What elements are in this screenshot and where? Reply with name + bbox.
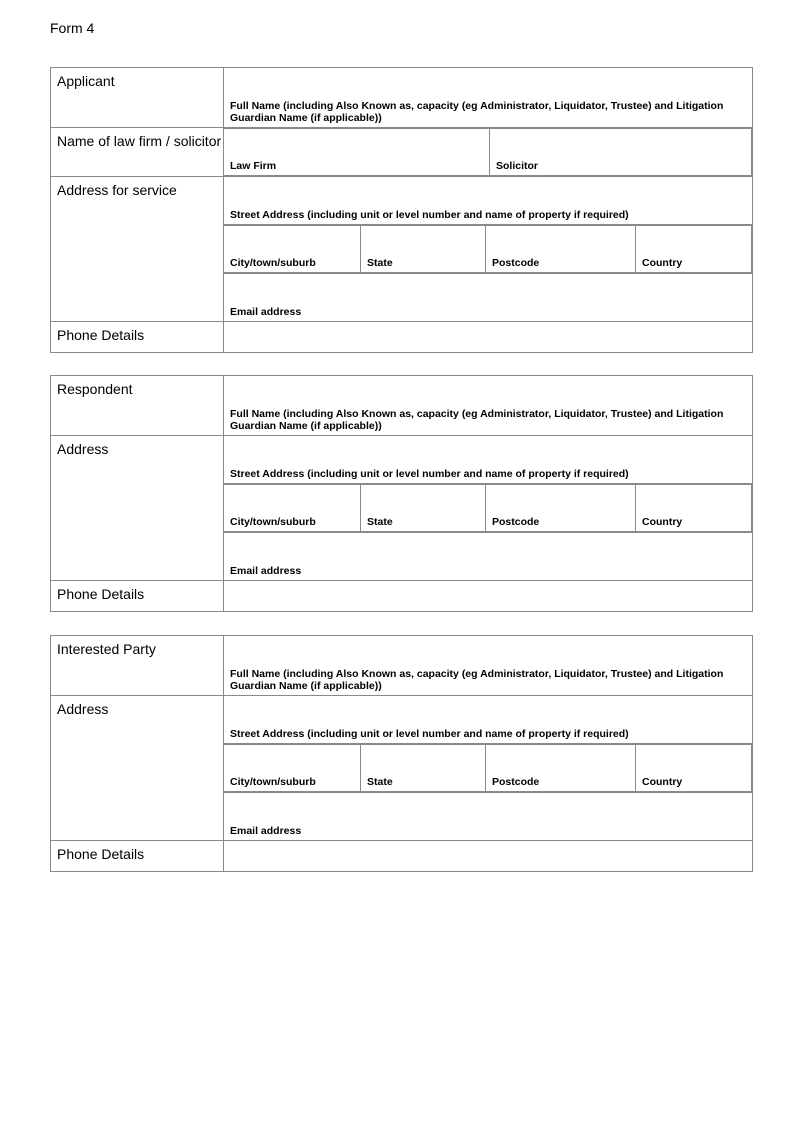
applicant-email-field[interactable] <box>224 274 753 322</box>
street-caption: Street Address (including unit or level number and name of property if required) <box>230 468 629 480</box>
law-firm-solicitor-label: Name of law firm / solicitor <box>51 128 224 177</box>
interested-party-state-field[interactable] <box>361 745 486 792</box>
address-for-service-label: Address for service <box>51 177 224 322</box>
respondent-postcode-field[interactable] <box>486 485 636 532</box>
respondent-country-field[interactable] <box>636 485 752 532</box>
interested-party-phone-field[interactable] <box>224 841 753 872</box>
country-caption: Country <box>642 776 683 788</box>
respondent-section <box>50 375 753 612</box>
applicant-postcode-field[interactable] <box>486 226 636 273</box>
full-name-caption: Full Name (including Also Known as, capacity (eg Administrator, Liquidator, Trustee) and Litigation Guardian Name (if applicable)) <box>230 100 724 124</box>
respondent-heading: Respondent <box>51 376 224 436</box>
applicant-country-field[interactable] <box>636 226 752 273</box>
postcode-caption: Postcode <box>492 257 540 269</box>
interested-party-street-field[interactable] <box>224 696 753 744</box>
full-name-caption: Full Name (including Also Known as, capacity (eg Administrator, Liquidator, Trustee) and Litigation Guardian Name (if applicable)) <box>230 408 724 432</box>
respondent-phone-field[interactable] <box>224 581 753 612</box>
country-caption: Country <box>642 257 683 269</box>
interested-party-country-field[interactable] <box>636 745 752 792</box>
interested-party-full-name-field[interactable] <box>224 636 753 696</box>
applicant-heading: Applicant <box>51 68 224 128</box>
respondent-address-label: Address <box>51 436 224 581</box>
interested-party-phone-label: Phone Details <box>51 841 224 872</box>
email-caption: Email address <box>230 825 302 837</box>
city-caption: City/town/suburb <box>230 516 316 528</box>
applicant-street-field[interactable] <box>224 177 753 225</box>
interested-party-email-field[interactable] <box>224 793 753 841</box>
full-name-caption: Full Name (including Also Known as, capacity (eg Administrator, Liquidator, Trustee) and Litigation Guardian Name (if applicable)) <box>230 668 724 692</box>
respondent-street-field[interactable] <box>224 436 753 484</box>
interested-party-heading: Interested Party <box>51 636 224 696</box>
state-caption: State <box>367 516 393 528</box>
postcode-caption: Postcode <box>492 776 540 788</box>
interested-party-section <box>50 635 753 872</box>
respondent-city-field[interactable] <box>224 485 361 532</box>
applicant-full-name-field[interactable] <box>224 68 753 128</box>
state-caption: State <box>367 776 393 788</box>
respondent-full-name-field[interactable] <box>224 376 753 436</box>
applicant-section <box>50 67 753 353</box>
street-caption: Street Address (including unit or level number and name of property if required) <box>230 209 629 221</box>
state-caption: State <box>367 257 393 269</box>
solicitor-field[interactable] <box>490 129 752 176</box>
interested-party-city-field[interactable] <box>224 745 361 792</box>
respondent-email-field[interactable] <box>224 533 753 581</box>
interested-party-postcode-field[interactable] <box>486 745 636 792</box>
email-caption: Email address <box>230 565 302 577</box>
postcode-caption: Postcode <box>492 516 540 528</box>
applicant-phone-field[interactable] <box>224 322 753 353</box>
applicant-phone-label: Phone Details <box>51 322 224 353</box>
solicitor-caption: Solicitor <box>496 160 539 172</box>
email-caption: Email address <box>230 306 302 318</box>
street-caption: Street Address (including unit or level number and name of property if required) <box>230 728 629 740</box>
interested-party-address-label: Address <box>51 696 224 841</box>
country-caption: Country <box>642 516 683 528</box>
city-caption: City/town/suburb <box>230 257 316 269</box>
applicant-city-field[interactable] <box>224 226 361 273</box>
applicant-state-field[interactable] <box>361 226 486 273</box>
law-firm-caption: Law Firm <box>230 160 277 172</box>
respondent-state-field[interactable] <box>361 485 486 532</box>
law-firm-field[interactable] <box>224 129 490 176</box>
respondent-phone-label: Phone Details <box>51 581 224 612</box>
city-caption: City/town/suburb <box>230 776 316 788</box>
form-number: Form 4 <box>50 20 95 36</box>
